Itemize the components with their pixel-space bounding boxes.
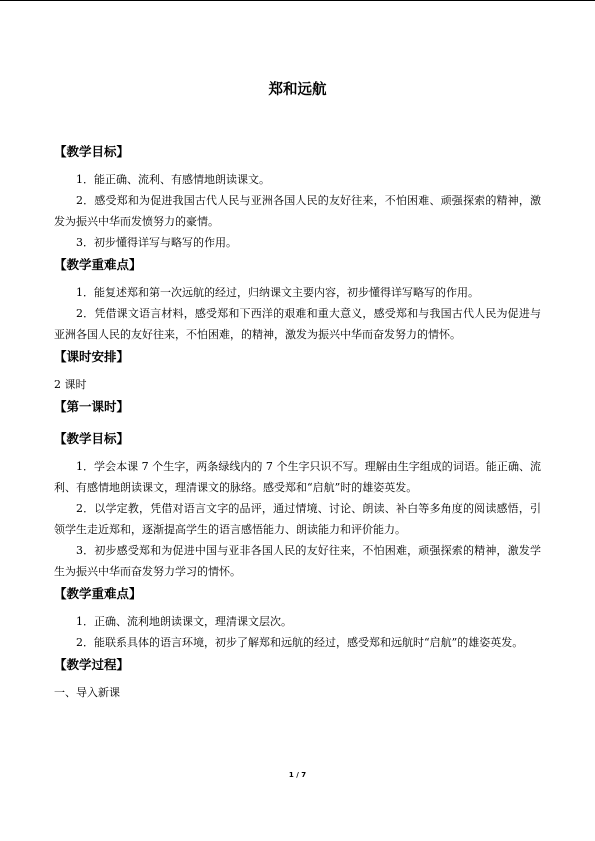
heading-goals: 【教学目标】 bbox=[54, 144, 130, 159]
lesson1-goals-item: 3．初步感受郑和为促进中国与亚非各国人民的友好往来，不怕困难，顽强探索的精神，激发学生为振兴中华而奋发努力学习的情怀。 bbox=[54, 544, 541, 578]
page-top-rule bbox=[0, 0, 595, 1]
heading-lesson1-goals: 【教学目标】 bbox=[54, 431, 130, 446]
heading-process: 【教学过程】 bbox=[54, 657, 130, 672]
goals-list bbox=[54, 169, 541, 253]
lesson1-goals-list bbox=[54, 456, 541, 582]
goals-item: 1．能正确、流利、有感情地朗读课文。 bbox=[76, 173, 270, 186]
lesson1-keypoints-item: 2．能联系具体的语言环境，初步了解郑和远航的经过，感受郑和远航时“启航”的雄姿英发。 bbox=[76, 636, 524, 649]
schedule-text: 2 课时 bbox=[54, 378, 87, 391]
lesson1-goals-item: 2．以学定教，凭借对语言文字的品评，通过情境、讨论、朗读、补白等多角度的阅读感悟，引领学生走近郑和，逐渐提高学生的语言感悟能力、朗读能力和评价能力。 bbox=[54, 502, 541, 536]
goals-item: 2．感受郑和为促进我国古代人民与亚洲各国人民的友好往来，不怕困难、顽强探索的精神，激发为振兴中华而发愤努力的豪情。 bbox=[54, 194, 541, 228]
lesson1-keypoints-list bbox=[54, 611, 541, 653]
lesson1-goals-item: 1．学会本课 7 个生字，两条绿线内的 7 个生字只识不写。理解由生字组成的词语。能正确、流利、有感情地朗读课文，理清课文的脉络。感受郑和“启航”时的雄姿英发。 bbox=[54, 460, 541, 494]
heading-keypoints: 【教学重难点】 bbox=[54, 257, 142, 272]
heading-lesson1: 【第一课时】 bbox=[54, 399, 130, 414]
keypoints-item: 2．凭借课文语言材料，感受郑和下西洋的艰难和重大意义，感受郑和与我国古代人民为促进与亚洲各国人民的友好往来，不怕困难，的精神，激发为振兴中华而奋发努力的情怀。 bbox=[54, 307, 541, 341]
lesson1-keypoints-item: 1．正确、流利地朗读课文，理清课文层次。 bbox=[76, 615, 292, 628]
process-text: 一、导入新课 bbox=[54, 686, 120, 699]
goals-item: 3．初步懂得详写与略写的作用。 bbox=[76, 236, 237, 249]
keypoints-list bbox=[54, 282, 541, 345]
keypoints-item: 1．能复述郑和第一次远航的经过，归纳课文主要内容，初步懂得详写略写的作用。 bbox=[76, 286, 479, 299]
document-body bbox=[54, 140, 541, 703]
heading-schedule: 【课时安排】 bbox=[54, 349, 130, 364]
heading-lesson1-keypoints: 【教学重难点】 bbox=[54, 586, 142, 601]
page-number: 1 / 7 bbox=[288, 771, 307, 779]
document-title: 郑和远航 bbox=[268, 82, 327, 98]
